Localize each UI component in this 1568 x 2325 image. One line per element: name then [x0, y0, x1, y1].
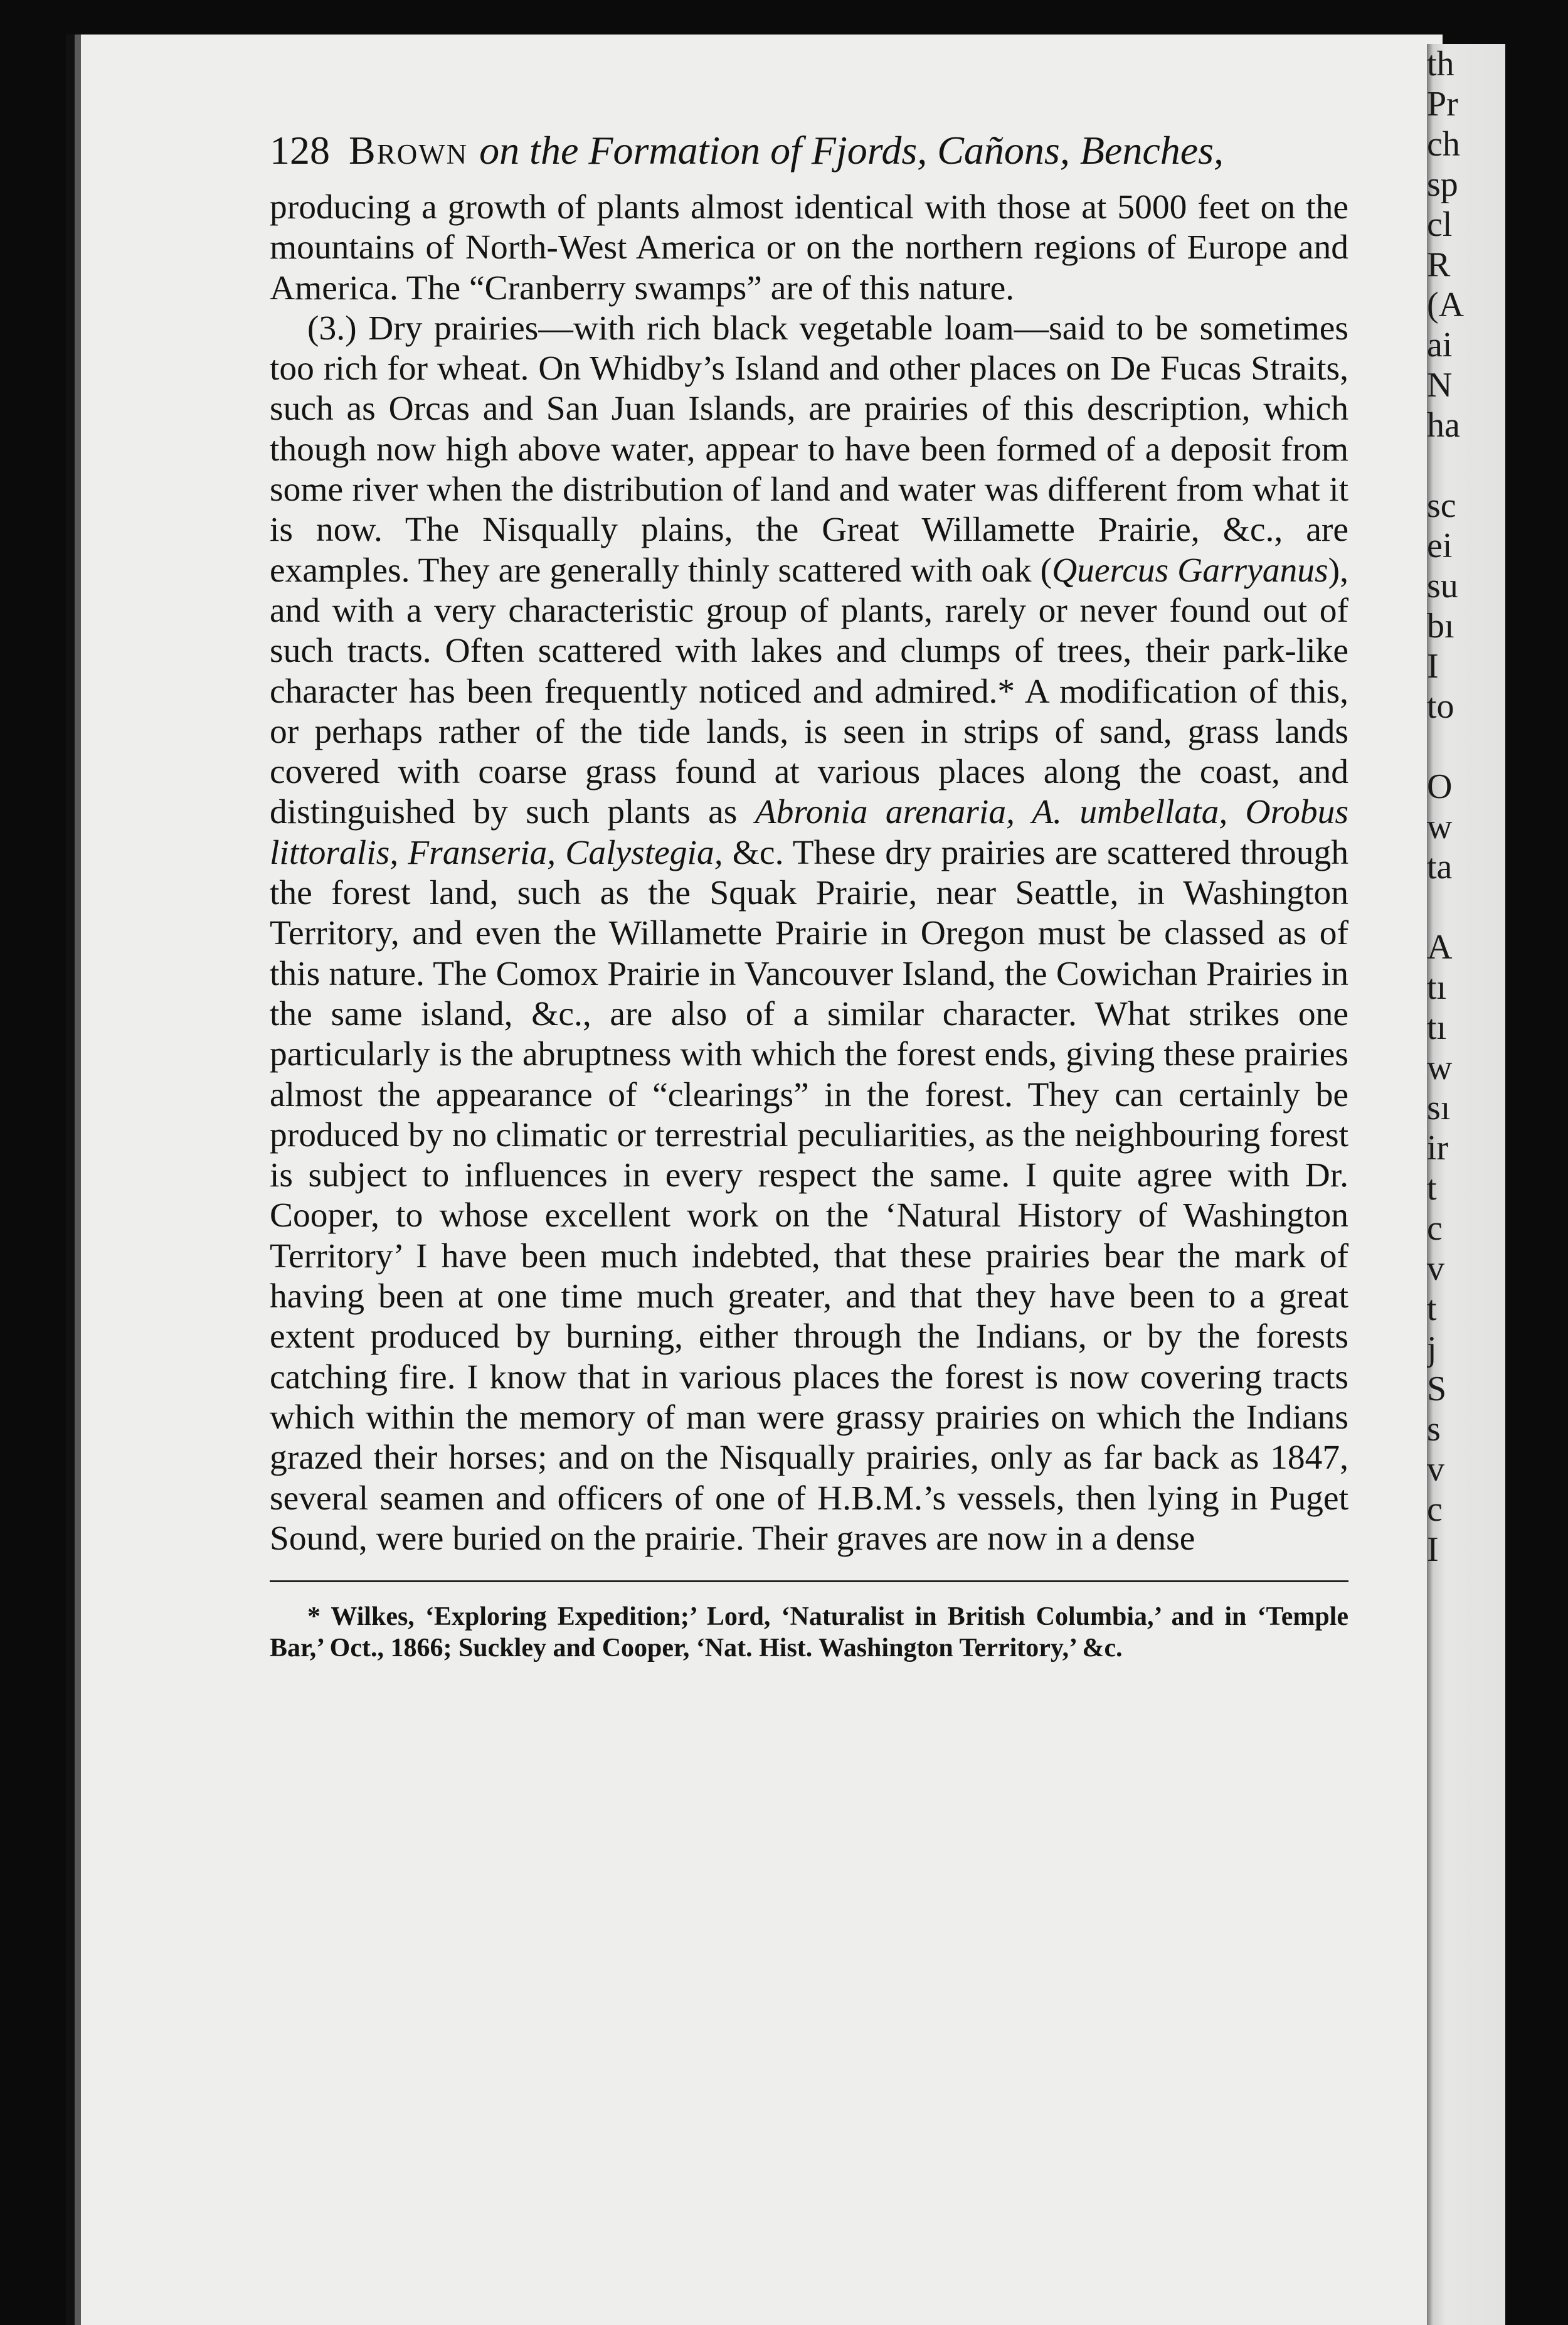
body-text [270, 188, 1348, 1559]
page-content [270, 122, 1348, 1664]
text-run: &c. These dry prairies are scattered through the forest land, such as the Squak Prairie, near Seattle, in Washington Territory, and even the Willamette Prairie in Oregon must be classed as of this nature. The Comox Prairie in Vancouver Island, the Cowichan Prairies in the same island, &c., are also of a similar character. What strikes one particularly is the abruptness with which the forest ends, giving these prairies almost the appearance of “clearings” in the forest. They can certainly be produced by no climatic or terrestrial peculiarities, as the neighbouring forest is subject to influences in every respect the same. I quite agree with Dr. Cooper, to whose excellent work on the ‘Natural History of Washington Territory’ I have been much indebted, that these prairies bear the mark of having been at one time much greater, and that they have been to a great extent produced by burning, either through the Indians, or by the forests catching fire. I know that in various places the forest is now covering tracts which within the memory of man were grassy prairies on which the Indians grazed their horses; and on the Nisqually prairies, only as far back as 1847, several seamen and officers of one of H.B.M.’s vessels, then lying in Puget Sound, were buried on the prairie. Their graves are now in a dense [270, 833, 1349, 1558]
adjacent-page-text: th Pr ch sp cl R (A ai N ha sc ei su bı I to O w ta A tı tı w sı ir t c v t j S s v c I [1427, 45, 1465, 1569]
running-head-author: Brown [349, 128, 469, 173]
scan-border-right [1505, 0, 1568, 2325]
footnote-rule [270, 1580, 1348, 1582]
italic-text-run: Quercus Garryanus [1052, 551, 1328, 590]
footnote: * Wilkes, ‘Exploring Expedition;’ Lord, ‘Naturalist in British Columbia,’ and in ‘Temple Bar,’ Oct., 1866; Suckley and Cooper, ‘Nat. Hist. Washington Territory,’ &c. [270, 1602, 1348, 1663]
scan-border-left [0, 0, 66, 2325]
adjacent-page-edge [1427, 44, 1505, 2325]
text-run: (3.) Dry prairies—with rich black vegetable loam—said to be sometimes too rich for wheat. On Whidby’s Island and other places on De Fucas Straits, such as Orcas and San Juan Islands, are prairies of this description, which though now high above water, appear to have been formed of a deposit from some river when the distribution of land and water was different from what it is now. The Nisqually plains, the Great Willamette Prairie, &c., are examples. They are generally thinly scattered with oak ( [270, 309, 1348, 590]
running-head-title: on the Formation of Fjords, Cañons, Benches, [479, 128, 1224, 173]
page-number: 128 [270, 128, 330, 173]
running-head [270, 122, 1348, 179]
paragraph-dry-prairies [270, 309, 1348, 1559]
text-run: ), and with a very characteristic group of plants, rarely or never found out of such tracts. Often scattered with lakes and clumps of trees, their park-like character has been frequently noticed and admired.* A modification of this, or perhaps rather of the tide lands, is seen in strips of sand, grass lands covered with coarse grass found at various places along the coast, and distinguished by such plants as [270, 551, 1348, 832]
paragraph-continuation: producing a growth of plants almost identical with those at 5000 feet on the mountains of North-West America or on the northern regions of Europe and America. The “Cranberry swamps” are of this nature. [270, 188, 1348, 307]
italic-text-run: Abronia arenaria, A. umbellata, Orobus littoralis, Franseria, Calystegia, [270, 793, 1349, 872]
